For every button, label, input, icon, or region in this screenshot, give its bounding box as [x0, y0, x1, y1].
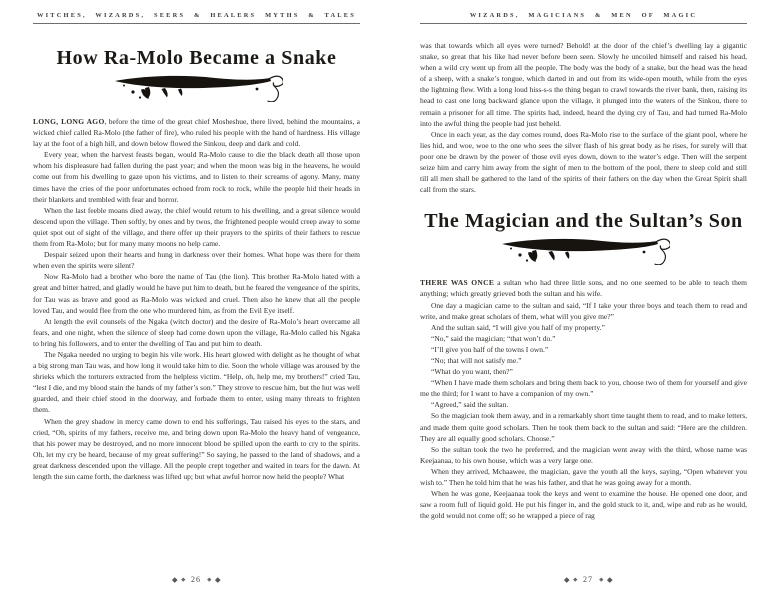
paragraph: And the sultan said, “I will give you half of my property.”: [431, 322, 605, 332]
paragraph: So the sultan took the two he preferred, and the magician went away with the third, whose name was Keejaanaa, to his own house, which was a very large one.: [420, 444, 747, 465]
flourish-ornament: [420, 235, 747, 265]
footer-ornament-icon: [607, 577, 612, 582]
paragraph-lead: LONG, LONG AGO: [33, 117, 105, 126]
paragraph: When the grey shadow in mercy came down to end his sufferings, Tau raised his eyes to the stars, and cried, “Oh, spirits of my fathers, receive me, and bring down upon Ra-Molo the heavy hand of vengeance, that his power may be destroyed, and no more innocent blood be spilled upon the earth to cry to the spirits. Oh, let my cry be heard, because of my great suffering!” So saying, he passed to the land of shadows, and a great darkness descended upon the village. All the people crept together and waited in tears for the dawn. At length the sun came forth, the darkness was lifted up; but what awful horror now held the people? What: [33, 416, 360, 481]
paragraph: “Agreed,” said the sultan.: [431, 400, 509, 410]
paragraph: THERE WAS ONCE a sultan who had three little sons, and no one seemed to be able to teach them anything; which greatly grieved both the sultan and his wife.: [420, 278, 747, 299]
page-number-left: [0, 575, 392, 584]
paragraph: When he was gone, Keejaanaa took the keys and went to examine the house. He opened one door, and saw a room full of liquid gold. He put his finger in, and the gold stuck to it, and, wipe and rub as he would, the gold would not come off; so he wrapped a piece of rag: [420, 489, 747, 521]
paragraph: So the magician took them away, and in a remarkably short time taught them to read, and to make letters, and made them quite good scholars. Then he took them back to the sultan and said: “Here are the children. They are all equally good scholars. Choose.”: [420, 411, 747, 443]
page-number-value: 26: [191, 575, 201, 584]
paragraph: “I’ll give you half of the towns I own.”: [431, 344, 549, 354]
flourish-ornament: [33, 72, 360, 102]
paragraph: When the last feeble moans died away, the chief would return to his dwelling, and a great silence would descend upon the village. Then softly, by ones and by twos, the frightened people would creep away to some quiet spot out of sight of the village, and there offer up their prayers to the spirits of their fathers to rescue them from Ra-Molo; but for many many moons no help came.: [33, 205, 360, 249]
page-number-value: 27: [583, 575, 593, 584]
paragraph: The Ngaka needed no urging to begin his vile work. His heart glowed with delight as he thought of what a big strong man Tau was, and how long it would take him to die. Soon the whole village was aroused by the shrieks which the torturers extracted from the helpless victim. “Help, oh, help me, my brothers!” cried Tau, “lest I die, and my blood stain the hands of my father’s son.” They strove to rescue him, but the hut was well guarded, and their chief stood in the doorway, and forbade them to enter, using many threats to frighten them.: [33, 349, 360, 415]
footer-ornament-icon: [207, 578, 211, 582]
running-head-right: WIZARDS, MAGICIANS & MEN OF MAGIC: [420, 12, 747, 24]
paragraph: When they arrived, Mchaawee, the magician, gave the youth all the keys, saying, “Open whatever you wish to.” Then he told him that he was his father, and that he was going away for a month.: [420, 466, 747, 487]
footer-ornament-icon: [564, 577, 569, 582]
footer-ornament-icon: [172, 577, 177, 582]
running-head-left: WITCHES, WIZARDS, SEERS & HEALERS MYTHS & TALES: [33, 12, 360, 24]
paragraph: At length the evil counsels of the Ngaka (witch doctor) and the desire of Ra-Molo’s heart overcame all fears, and one night, when the silence of sleep had come down upon the village, Ra-Molo called his Ngaka to bring his followers, and to enter the dwelling of Tau and put him to death.: [33, 316, 360, 348]
page-number-right: [392, 575, 784, 584]
footer-ornament-icon: [215, 577, 220, 582]
story-body-left: [33, 116, 360, 482]
footer-ornament-icon: [599, 578, 603, 582]
page-right: [392, 0, 784, 600]
footer-ornament-icon: [181, 578, 185, 582]
paragraph: One day a magician came to the sultan and said, “If I take your three boys and teach them to read and write, and make great scholars of them, what will you give me?”: [420, 300, 747, 321]
story-continuation: [420, 40, 747, 195]
paragraph: “When I have made them scholars and bring them back to you, choose two of them for yourself and give me the third; for I want to have a companion of my own.”: [420, 378, 747, 399]
paragraph: Once in each year, as the day comes round, does Ra-Molo rise to the surface of the giant pool, where he lies hid, and woe, woe to the one who sees the silver flash of his great body as he rises, for surely will that poor one be drawn by the power of those evil eyes down, down to the water’s edge. Then will the serpent seize him and carry him away from the sight of men to the bottom of the pool, there to sleep cold and still till all men shall be gathered to the land of the spirits of their fathers on the day when the Great Spirit shall call from the stars.: [420, 129, 747, 195]
paragraph: Now Ra-Molo had a brother who bore the name of Tau (the lion). This brother Ra-Molo hated with a great and bitter hatred, and gladly would he have put him to death, but he feared the vengeance of the spirits, for Tau was as brave and good as Ra-Molo was wicked and cruel. Then also he knew that all the people loved Tau, and would flee from the one who murdered him, as from the Evil Eye itself.: [33, 272, 360, 315]
footer-ornament-icon: [573, 578, 577, 582]
paragraph: was that towards which all eyes were turned? Behold! at the door of the chief’s dwelling lay a gigantic snake, so great that his like had never before been seen. Slowly he uncoiled himself and raised his head, when a wild cry went up from all the people. The body was the body of a snake, but the head was the head of a sheep, with a snake’s tongue, which darted in and out from its wide-open mouth, while from the eyes the lightning flew. With a long loud hiss-s-s the thing began to crawl towards the river bank, then, raising its head to cast one long backward glance upon the village, it plunged into the waters of the Sinkou, there to remain a prisoner for all time. The spirits had, indeed, heard the dying cry of Tau, and had turned Ra-Molo into the awful thing the people had just beheld.: [420, 41, 747, 128]
paragraph: LONG, LONG AGO, before the time of the great chief Mosheshue, there lived, behind the mountains, a wicked chief called Ra-Molo (the father of fire), who ruled his people with the hand of hardness. His village lay at the foot of a high hill, and down below flowed the Sinkou, deep and dark and cold.: [33, 117, 360, 149]
paragraph: Every year, when the harvest feasts began, would Ra-Molo cause to die the black death all those upon whom his displeasure had fallen during the past year; and when the moon was big in the heavens, he would come out from his dwelling to gaze upon his victims, and to listen to their screams of agony. Many, many times have the cries of the poor unfortunates echoed from rock to rock, while the people hid their heads in their blankets and trembled with fear and horror.: [33, 150, 360, 204]
chapter-title-right: The Magician and the Sultan’s Son: [424, 210, 743, 233]
chapter-title-left: How Ra-Molo Became a Snake: [56, 47, 337, 69]
flourish-ornament-icon: [498, 235, 670, 265]
story-body-right: [420, 277, 747, 521]
paragraph: “No; that will not satisfy me.”: [431, 355, 522, 365]
flourish-ornament-icon: [111, 72, 283, 102]
paragraph: Despair seized upon their hearts and hung in darkness over their homes. What hope was there for them when even the spirits were silent?: [33, 250, 360, 271]
paragraph-lead: THERE WAS ONCE: [420, 278, 495, 288]
paragraph: “What do you want, then?”: [431, 367, 513, 377]
paragraph: “No,” said the magician; “that won’t do.”: [431, 333, 556, 343]
